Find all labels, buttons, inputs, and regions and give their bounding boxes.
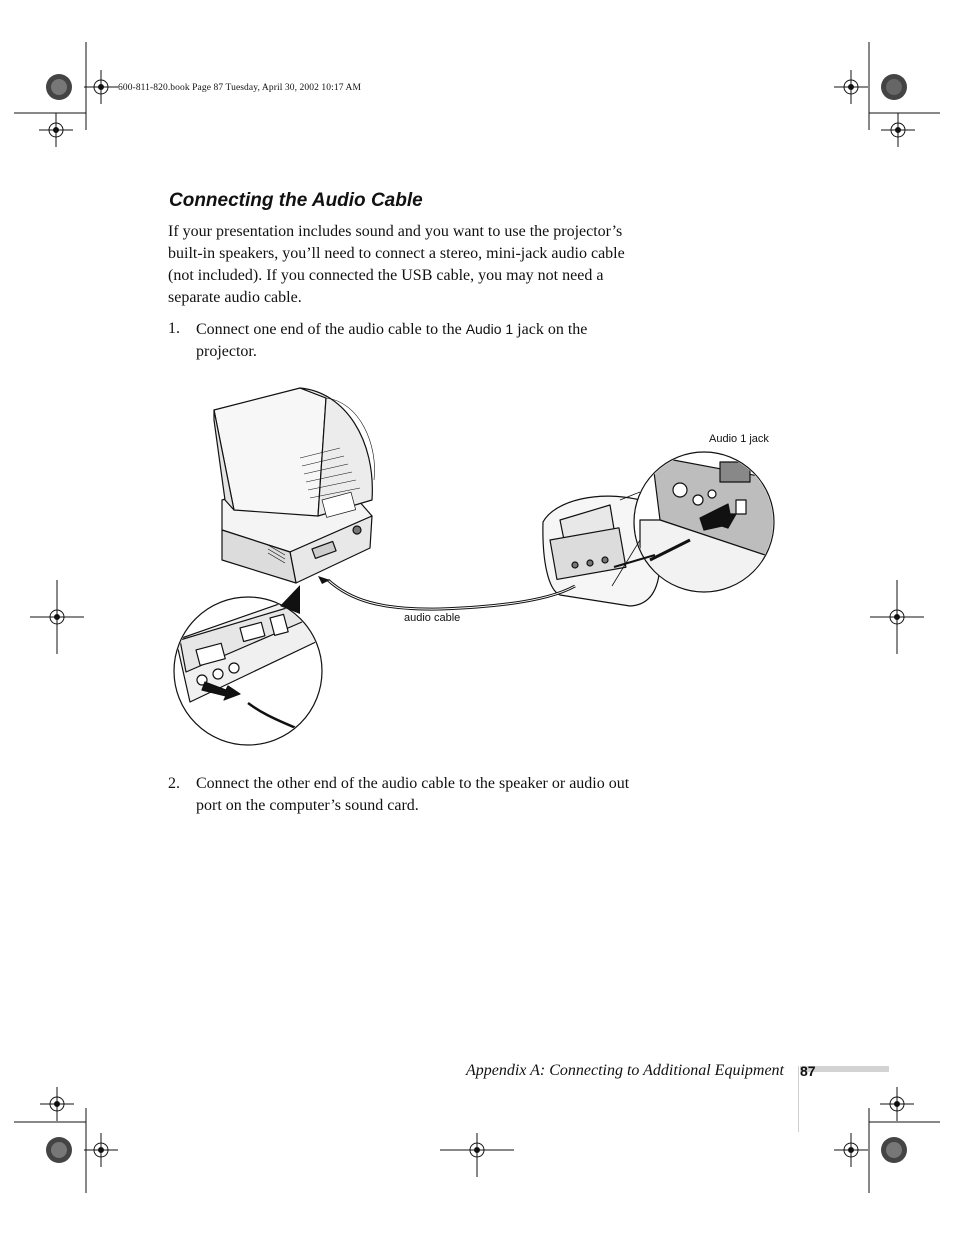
audio-port-name: Audio 1 [465,321,514,337]
step-2-number: 2. [168,775,180,792]
step-1 [168,318,638,364]
page-number: 87 [800,1063,816,1079]
intro-paragraph: If your presentation includes sound and you want to use the projector’s built-in speakers, you’ll need to connect a stereo, mini-jack audio cable (not included). If you connected the USB cable, you may not need a separate audio cable. [168,223,625,306]
section-heading: Connecting the Audio Cable [169,190,423,211]
footer-chapter-title: Appendix A: Connecting to Additional Equipment [465,1062,784,1079]
audio-jack-label: Audio 1 jack [709,433,769,445]
footer-divider [798,1066,799,1132]
audio-cable-label: audio cable [404,612,461,624]
step-1-text: Connect one end of the audio cable to the Audio 1 jack on the projector. [196,321,588,360]
step-2 [168,773,638,819]
step-1-number: 1. [168,320,180,337]
step-2-text: Connect the other end of the audio cable to the speaker or audio out port on the computer’s sound card. [196,775,630,814]
print-info-line: 600-811-820.book Page 87 Tuesday, April 30, 2002 10:17 AM [118,83,362,93]
